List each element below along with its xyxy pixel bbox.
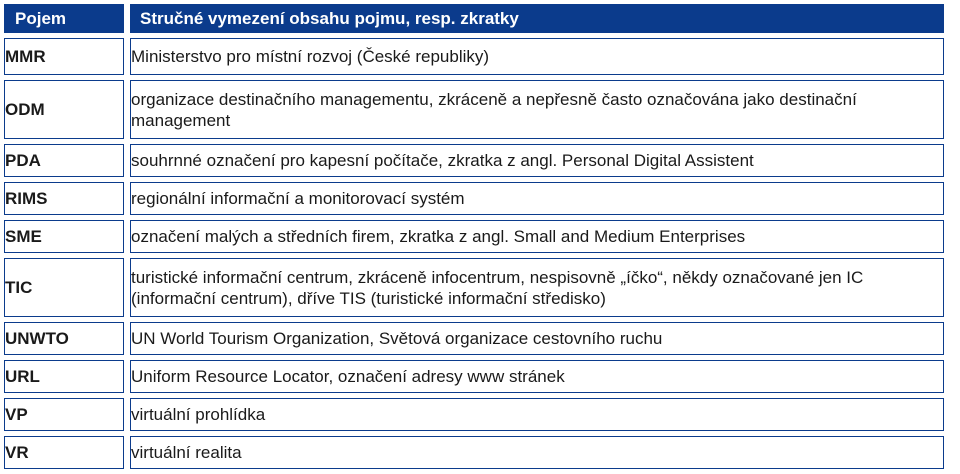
description-cell: Ministerstvo pro místní rozvoj (České republiky) <box>130 38 944 75</box>
table-row <box>4 220 944 253</box>
description-cell: Uniform Resource Locator, označení adresy www stránek <box>130 360 944 393</box>
table-row <box>4 38 944 75</box>
description-cell: organizace destinačního managementu, zkráceně a nepřesně často označována jako destinační management <box>130 80 944 139</box>
term-cell: VP <box>4 398 124 431</box>
table-row <box>4 398 944 431</box>
header-term: Pojem <box>4 4 124 33</box>
description-cell: označení malých a středních firem, zkratka z angl. Small and Medium Enterprises <box>130 220 944 253</box>
term-cell: TIC <box>4 258 124 317</box>
term-cell: UNWTO <box>4 322 124 355</box>
description-cell: souhrnné označení pro kapesní počítače, zkratka z angl. Personal Digital Assistent <box>130 144 944 177</box>
term-cell: MMR <box>4 38 124 75</box>
term-cell: PDA <box>4 144 124 177</box>
description-cell: virtuální realita <box>130 436 944 469</box>
header-description: Stručné vymezení obsahu pojmu, resp. zkratky <box>130 4 944 33</box>
description-cell: turistické informační centrum, zkráceně infocentrum, nespisovně „íčko“, někdy označované jen IC (informační centrum), dříve TIS (turistické informační středisko) <box>130 258 944 317</box>
table-row <box>4 80 944 139</box>
table-header-row <box>4 4 944 33</box>
term-cell: SME <box>4 220 124 253</box>
table-row <box>4 436 944 469</box>
table-row <box>4 144 944 177</box>
description-cell: UN World Tourism Organization, Světová organizace cestovního ruchu <box>130 322 944 355</box>
table-row <box>4 258 944 317</box>
term-cell: ODM <box>4 80 124 139</box>
table-row <box>4 360 944 393</box>
table-row <box>4 322 944 355</box>
term-cell: VR <box>4 436 124 469</box>
term-cell: RIMS <box>4 182 124 215</box>
table-row <box>4 182 944 215</box>
term-cell: URL <box>4 360 124 393</box>
description-cell: virtuální prohlídka <box>130 398 944 431</box>
description-cell: regionální informační a monitorovací systém <box>130 182 944 215</box>
